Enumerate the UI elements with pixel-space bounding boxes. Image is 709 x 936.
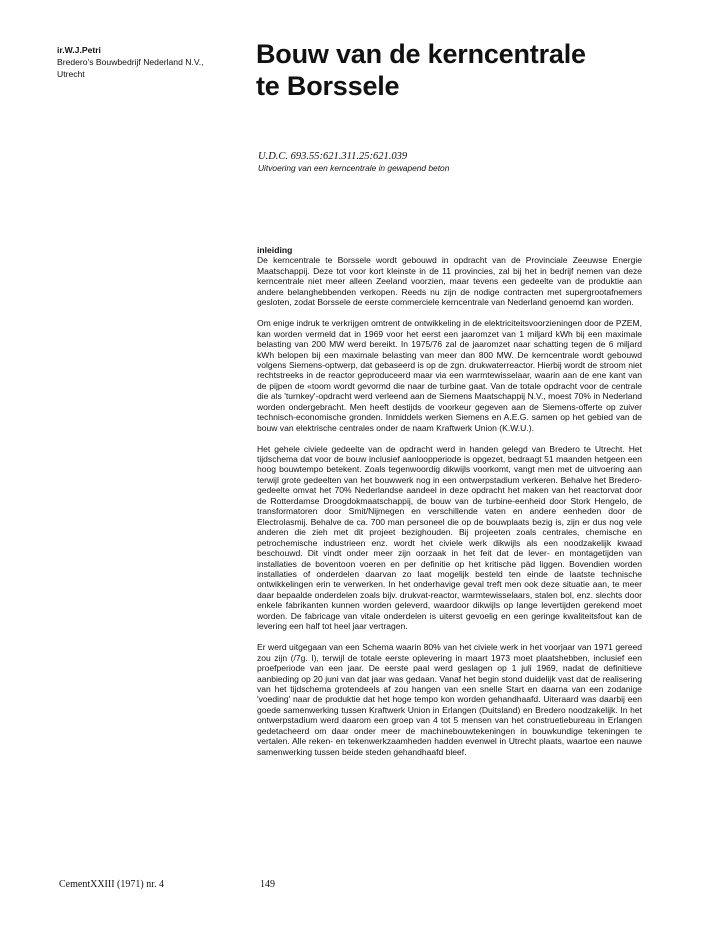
page-number: 149 [260,879,275,890]
section-heading: inleiding [257,245,293,255]
author-name: ir.W.J.Petri [57,45,101,55]
author-affiliation: Bredero's Bouwbedrijf Nederland N.V., [57,57,204,67]
journal-citation: CementXXIII (1971) nr. 4 [59,879,164,890]
paragraph: Er werd uitgegaan van een Schema waarin 80% van het civiele werk in het voorjaar van 1971 gereed zou zijn (/7g. I), terwijl de totale eerste oplevering in maart 1973 moet plaatshebben, inclusief een proefperiode van een jaar. De eerste paal werd geslagen op 1 juli 1969, nadat de definitieve aanbieding op 20 juni van dat jaar was gedaan. Vanaf het begin stond duidelijk vast dat de realisering van het tijdschema grotendeels af zou hangen van een snelle Start en daarna van een zodanige 'voeding' naar de produktie dat het hoge tempo kon worden gehandhaafd. Uiteraard was daarbij een goede samenwerking tussen Kraftwerk Union in Erlangen (Duitsland) en Bredero noodzakelijk. In het ontwerpstadium werd daarom een groep van 4 tot 5 mensen van het construetiebureau in Erlangen gedetacheerd om daar onder meer de machinebouwtekeningen in bouwkundige tekeningen te vertalen. Alle reken- en tekenwerkzaamheden hadden evenwel in Utrecht plaats, waartoe een nauwe samenwerking tussen beide steden gehandhaafd bleef. [257,642,642,757]
title-line-1: Bouw van de kerncentrale [256,39,586,69]
paragraph: Het gehele civiele gedeelte van de opdracht werd in handen gelegd van Bredero te Utrecht. Het tijdschema dat voor de bouw inclusief aanloopperiode is opgezet, bedraagt 51 maanden hetgeen een hoog bouwtempo betekent. Zoals tegenwoordig dikwijls voorkomt, vangt men met de uitvoering aan terwijl grote gedeelten van het bouwwerk nog in een ontwerpstadium verkeren. Behalve het Bredero-gedeelte omvat het 70% Nederlandse aandeel in deze opdracht het maken van het reactorvat door de Rotterdamse Droogdokmaatschappij, de bouw van de turbine-eenheid door Stork Hengelo, de transformatoren door Smit/Nijmegen en verschillende vaten en andere eenheden door de Electrolasmij. Behalve de ca. 700 man personeel die op de bouwplaats bezig is, zijn er dus nog vele anderen die zieh met dit projeet bezighouden. Bij projeeten zoals centrales, chemische en petrochemische industrieen enz. wordt het civiele werk dikwijls als een noodzakelijk kwaad beschouwd. Dit vindt onder meer zijn oorzaak in het feit dat de lever- en montagetijden van installaties de boventoon voeren en per definitie op het kritische päd liggen. Bovendien worden installaties of onderdelen daarvan zo laat mogelijk besteld ten einde de laatste technische ontwikkelingen erin te verwerken. In het onderhavige geval treft men ook deze situatie aan, te meer daar bepaalde onderdelen zoals bijv. drukvat-reactor, warmtewisselaars, stalen bol, enz. slechts door enkele fabrikanten kunnen worden geleverd, waardoor dikwijls op lange levertijden gerekend moet worden. De fabricage van vitale onderdelen is uiterst gevoelig en een geringe kwaliteitsfout kan de levering een half tot heel jaar vertragen. [257,443,642,632]
article-body [257,245,642,768]
article-subtitle: Uitvoering van een kerncentrale in gewapend beton [258,163,450,173]
paragraph: Om enige indruk te verkrijgen omtrent de ontwikkeling in de elektriciteitsvoorzieningen door de PZEM, kan worden vermeld dat in 1969 voor het eerst een jaaromzet van 1 miljard kWh bij een maximale belasting van 200 MW werd bereikt. In 1975/76 zal de jaaromzet naar schatting tegen de 6 miljard kWh belopen bij een maximale belasting van meer dan 800 MW. De kerncentrale wordt gebouwd volgens Siemens-optwerp, dat gebaseerd is op de zgn. drukwaterreactor. Hierbij wordt de stroom niet rechtstreeks in de reactor geproduceerd maar via een warmtewisselaar, waarin aan de ene kant van de pijpen de «toom wordt gevormd die naar de turbine gaat. Van de totale opdracht voor de centrale die als 'turnkey'-opdracht werd verleend aan de Siemens Maatschappij N.V., moest 70% in Nederland worden ondergebracht. Men heeft destijds de voorkeur gegeven aan de Siemens-offerte op zuiver technisch-economische gronden. Inmiddels werken Siemens en A.E.G. samen op het gebied van de bouw van elektrische centrales onder de naam Kraftwerk Union (K.W.U.). [257,318,642,433]
title-line-2: te Borssele [256,71,400,101]
udc-code: U.D.C. 693.55:621.311.25:621.039 [258,151,408,162]
author-city: Utrecht [57,69,85,79]
paragraph: De kerncentrale te Borssele wordt gebouwd in opdracht van de Provinciale Zeeuwse Energie Maatschappij. Deze tot voor kort kleinste in de 11 provincies, zal bij het in bedrijf nemen van deze kerncentrale niet meer alleen Zeeland voorzien, maar tevens een gedeelte van de produktie aan andere belanghebbenden verkopen. Reeds nu zijn de nodige contracten met supergrootafnemers gesloten, zodat Borssele de eerste commerciele kerncentrale van Nederland genoemd kan worden. [257,255,642,308]
article-title [256,38,686,102]
author-block [57,44,237,80]
